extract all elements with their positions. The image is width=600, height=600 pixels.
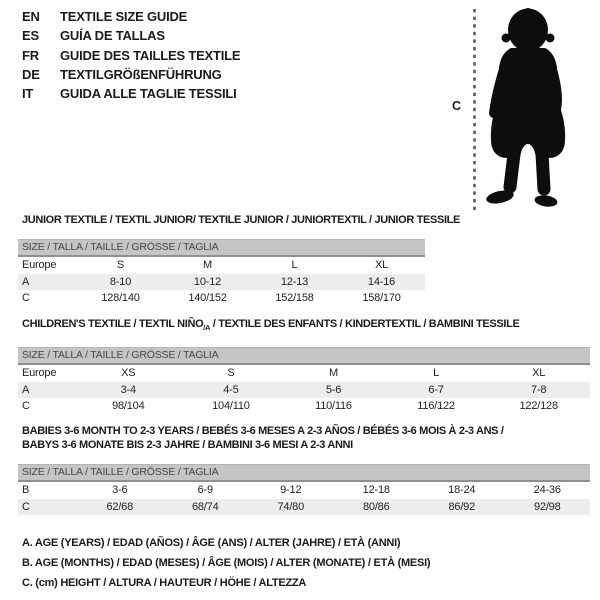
size-value: S <box>116 259 125 272</box>
row-label: A <box>22 275 30 288</box>
legend-line: A. AGE (YEARS) / EDAD (AÑOS) / ÂGE (ANS) / ALTER (JAHRE) / ETÀ (ANNI) <box>22 537 401 549</box>
table-row <box>18 274 425 291</box>
table-row <box>18 382 590 399</box>
size-header-bar: SIZE / TALLA / TAILLE / GRÖSSE / TAGLIA <box>18 347 590 365</box>
size-value: 9-12 <box>280 484 302 497</box>
table-row <box>18 482 590 499</box>
language-label: TEXTILGRÖßENFÜHRUNG <box>60 66 222 82</box>
size-value: 104/110 <box>212 400 250 413</box>
legend <box>22 533 430 593</box>
legend-line: C. (cm) HEIGHT / ALTURA / HAUTEUR / HÖHE / ALTEZZA <box>22 577 307 589</box>
language-code: FR <box>22 47 39 63</box>
size-value: XL <box>374 259 389 272</box>
table-title: BABIES 3-6 MONTH TO 2-3 YEARS / BEBÉS 3-6 MESES A 2-3 AÑOS / BÉBÉS 3-6 MOIS À 2-3 ANS / BABYS 3-6 MONATE BIS 2-3 JAHRE / BAMBINI 3-6 MESI A 2-3 ANNI <box>22 425 504 451</box>
babies-size-table-section <box>18 424 590 515</box>
language-code: EN <box>22 9 40 24</box>
size-value: 14-16 <box>367 275 396 288</box>
size-value: 152/158 <box>275 292 314 305</box>
row-label: Europe <box>22 259 57 272</box>
language-code: ES <box>22 28 39 44</box>
size-value: 3-6 <box>112 484 128 497</box>
size-value: 7-8 <box>531 383 547 396</box>
size-value: 12-13 <box>280 275 309 288</box>
size-value: 4-5 <box>223 383 239 396</box>
language-row <box>22 7 240 26</box>
children-size-table-section <box>18 317 590 415</box>
baby-silhouette-icon <box>483 8 579 210</box>
size-value: 74/80 <box>277 500 305 513</box>
table-row <box>18 398 590 415</box>
size-value: 8-10 <box>109 275 132 288</box>
size-value: 92/98 <box>533 500 561 513</box>
row-label: C <box>22 292 30 305</box>
size-value: XS <box>121 367 136 380</box>
row-label: B <box>22 484 30 497</box>
size-value: 18-24 <box>448 484 476 497</box>
size-value: L <box>291 259 298 272</box>
language-label: GUIDE DES TAILLES TEXTILE <box>60 47 241 63</box>
table-title: JUNIOR TEXTILE / TEXTIL JUNIOR/ TEXTILE JUNIOR / JUNIORTEXTIL / JUNIOR TESSILE <box>22 214 461 226</box>
size-value: 10-12 <box>193 275 222 288</box>
size-value: 110/116 <box>315 400 352 413</box>
size-value: 6-7 <box>428 383 444 396</box>
table-row <box>18 499 590 516</box>
row-label: C <box>22 400 30 413</box>
size-value: 5-6 <box>325 383 342 396</box>
row-label: A <box>22 383 30 396</box>
height-label: C <box>452 99 462 113</box>
size-value: 12-18 <box>362 484 390 497</box>
table-row <box>18 257 425 274</box>
junior-size-table-section <box>18 213 461 307</box>
size-value: 68/74 <box>191 500 219 513</box>
size-value: 116/122 <box>417 400 455 413</box>
size-value: 122/128 <box>519 400 558 413</box>
legend-line: B. AGE (MONTHS) / EDAD (MESES) / ÂGE (MOIS) / ALTER (MONATE) / ETÀ (MESI) <box>22 557 431 569</box>
size-value: M <box>329 367 338 380</box>
size-value: 6-9 <box>197 484 213 497</box>
language-row <box>22 46 240 65</box>
size-value: 86/92 <box>448 500 476 513</box>
size-value: M <box>203 259 212 272</box>
size-table <box>18 482 590 515</box>
height-measure-line <box>472 9 477 213</box>
size-table <box>18 257 425 307</box>
size-value: L <box>433 367 440 380</box>
size-value: 140/152 <box>188 292 227 305</box>
size-value: 158/170 <box>362 292 401 305</box>
language-label: GUÍA DE TALLAS <box>60 28 165 44</box>
size-header-bar: SIZE / TALLA / TAILLE / GRÖSSE / TAGLIA <box>18 464 590 482</box>
size-value: XL <box>532 367 546 380</box>
table-title: CHILDREN'S TEXTILE / TEXTIL $NIÑO_{/A}$ / TEXTILE DES ENFANTS / KINDERTEXTIL / BAMBINI TESSILE <box>22 318 520 333</box>
size-value: 62/68 <box>106 500 134 513</box>
row-label: C <box>22 500 30 513</box>
size-value: 3-4 <box>120 383 136 396</box>
size-value: 80/86 <box>362 500 390 513</box>
size-value: S <box>227 367 235 380</box>
size-value: 24-36 <box>533 484 561 497</box>
size-value: 128/140 <box>101 292 140 305</box>
size-header-bar: SIZE / TALLA / TAILLE / GRÖSSE / TAGLIA <box>18 239 425 257</box>
language-row <box>22 84 240 103</box>
size-table <box>18 365 590 415</box>
size-value: 98/104 <box>112 400 145 413</box>
row-label: Europe <box>22 367 57 380</box>
language-code: DE <box>22 66 40 82</box>
language-row <box>22 26 240 45</box>
language-label: TEXTILE SIZE GUIDE <box>60 9 188 24</box>
table-row <box>18 365 590 382</box>
language-row <box>22 65 240 84</box>
language-label: GUIDA ALLE TAGLIE TESSILI <box>60 86 237 102</box>
table-row <box>18 290 425 307</box>
language-code: IT <box>22 86 34 102</box>
language-list <box>22 7 240 103</box>
